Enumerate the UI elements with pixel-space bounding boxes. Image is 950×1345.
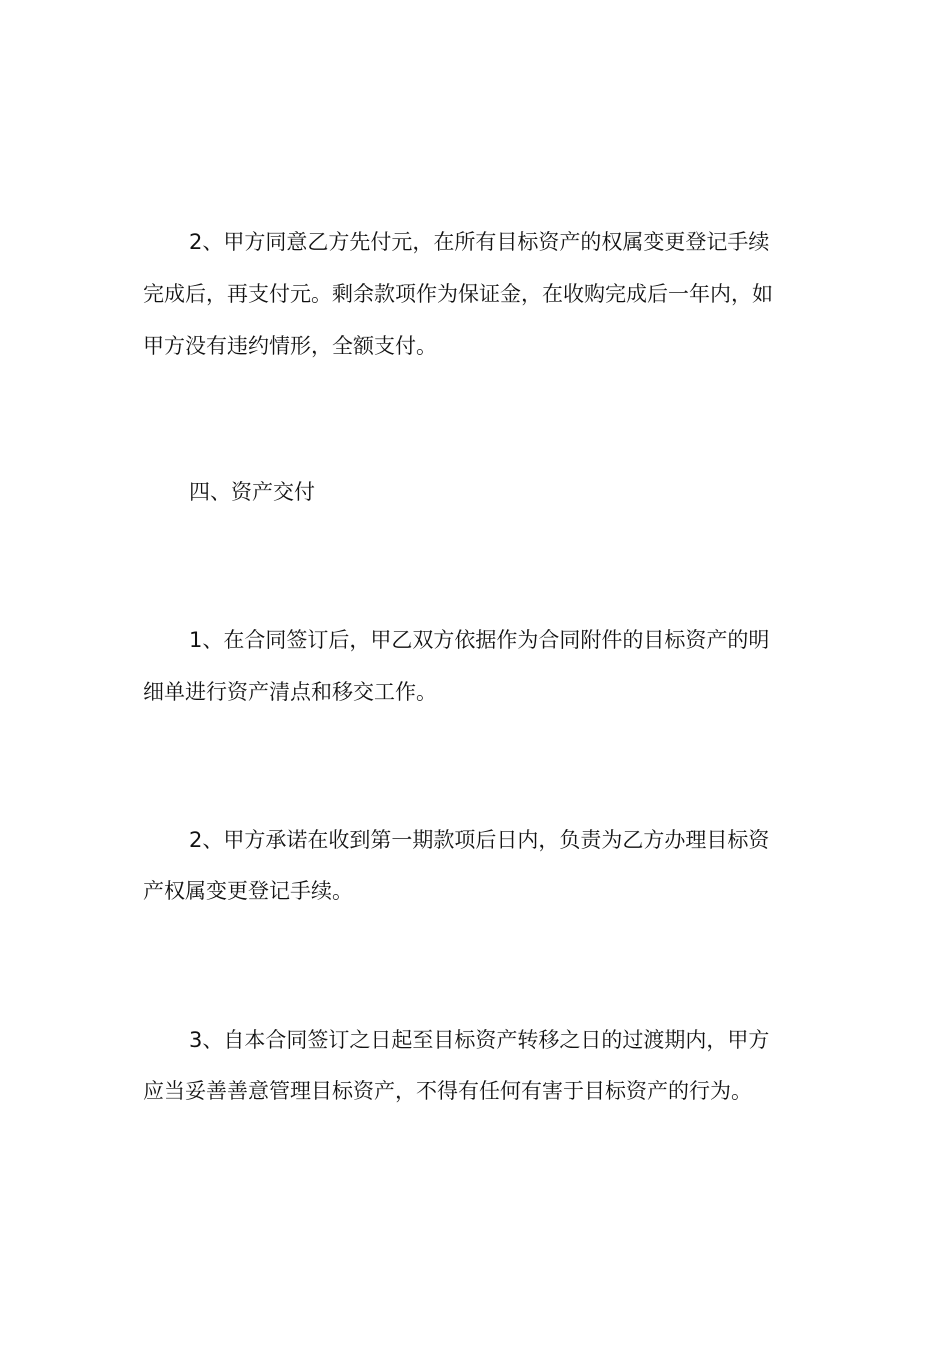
- paragraph-clause-3-line-2: 应当妥善善意管理目标资产，不得有任何有害于目标资产的行为。: [143, 1079, 752, 1103]
- paragraph-clause-1-line-2: 细单进行资产清点和移交工作。: [143, 680, 437, 704]
- paragraph-clause-1-line-1: 1、在合同签订后，甲乙双方依据作为合同附件的目标资产的明: [189, 628, 770, 652]
- paragraph-payment-line-1: 2、甲方同意乙方先付元，在所有目标资产的权属变更登记手续: [189, 230, 770, 254]
- paragraph-clause-3-line-1: 3、自本合同签订之日起至目标资产转移之日的过渡期内，甲方: [189, 1028, 770, 1052]
- paragraph-clause-2-line-1: 2、甲方承诺在收到第一期款项后日内，负责为乙方办理目标资: [189, 828, 770, 852]
- section-heading-asset-delivery: 四、资产交付: [189, 480, 315, 504]
- paragraph-clause-2-line-2: 产权属变更登记手续。: [143, 879, 353, 903]
- paragraph-payment-line-3: 甲方没有违约情形，全额支付。: [143, 334, 437, 358]
- paragraph-payment-line-2: 完成后，再支付元。剩余款项作为保证金，在收购完成后一年内，如: [143, 282, 773, 306]
